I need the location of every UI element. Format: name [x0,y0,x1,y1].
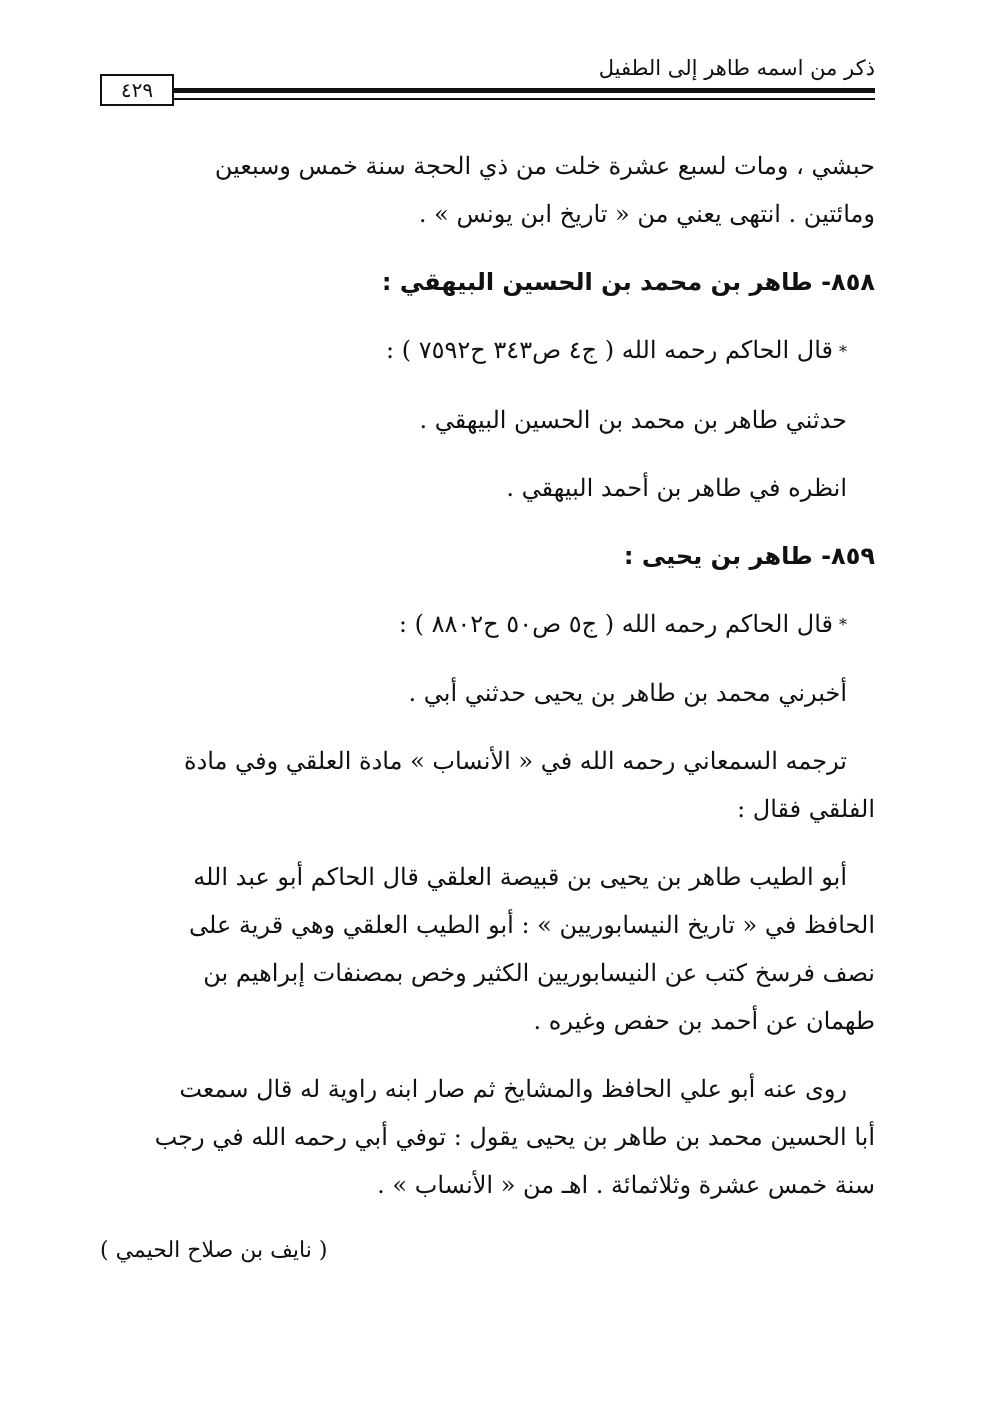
star-icon: * [839,615,847,634]
citation-text: قال الحاكم رحمه الله ( ج٥ ص٥٠ ح٨٨٠٢ ) : [398,609,833,638]
text-line: أبو الطيب طاهر بن يحيى بن قبيصة العلقي قال الحاكم أبو عبد الله [193,863,847,891]
entry-859-citation [100,600,875,650]
text-line: ومائتين . انتهى يعني من « تاريخ ابن يونس » . [418,200,875,228]
text-line: طهمان عن أحمد بن حفص وغيره . [533,1007,875,1035]
paragraph-abu-tayyib [100,853,875,1045]
text-line: الفلقي فقال : [737,795,875,823]
header-rule-thick [174,88,875,93]
text-line: نصف فرسخ كتب عن النيسابوريين الكثير وخص بمصنفات إبراهيم بن [203,959,875,987]
text-line: ترجمه السمعاني رحمه الله في « الأنساب » مادة العلقي وفي مادة [184,747,847,775]
star-icon: * [839,341,847,361]
entry-859-text-1: أخبرني محمد بن طاهر بن يحيى حدثني أبي . [408,679,847,707]
paragraph-rawa [100,1065,875,1209]
page-body [100,142,875,1273]
entry-858-text-1: حدثني طاهر بن محمد بن الحسين البيهقي . [419,405,847,434]
text-line: حبشي ، ومات لسبع عشرة خلت من ذي الحجة سنة خمس وسبعين [214,152,875,180]
paragraph-1 [100,142,875,238]
text-line: أبا الحسين محمد بن طاهر بن يحيى يقول : توفي أبي رحمه الله في رجب [154,1123,875,1151]
page-header [100,52,875,112]
page-number: ٤٢٩ [100,74,174,106]
running-title: ذكر من اسمه طاهر إلى الطفيل [598,56,875,80]
entry-858-text-2: انظره في طاهر بن أحمد البيهقي . [506,473,847,502]
entry-858-citation [100,326,875,376]
entry-859-heading: ٨٥٩- طاهر بن يحيى : [623,541,875,570]
author-signature: ( نايف بن صلاح الحيمي ) [100,1238,328,1263]
citation-text: قال الحاكم رحمه الله ( ج٤ ص٣٤٣ ح٧٥٩٢ ) : [386,336,833,364]
paragraph-samani [100,737,875,833]
text-line: سنة خمس عشرة وثلاثمائة . اهـ من « الأنساب » . [377,1171,875,1199]
text-line: الحافظ في « تاريخ النيسابوريين » : أبو الطيب العلقي وهي قرية على [189,911,875,939]
text-line: روى عنه أبو علي الحافظ والمشايخ ثم صار ابنه راوية له قال سمعت [179,1075,847,1103]
entry-858-heading: ٨٥٨- طاهر بن محمد بن الحسين البيهقي : [381,268,875,296]
header-rule-thin [174,98,875,100]
